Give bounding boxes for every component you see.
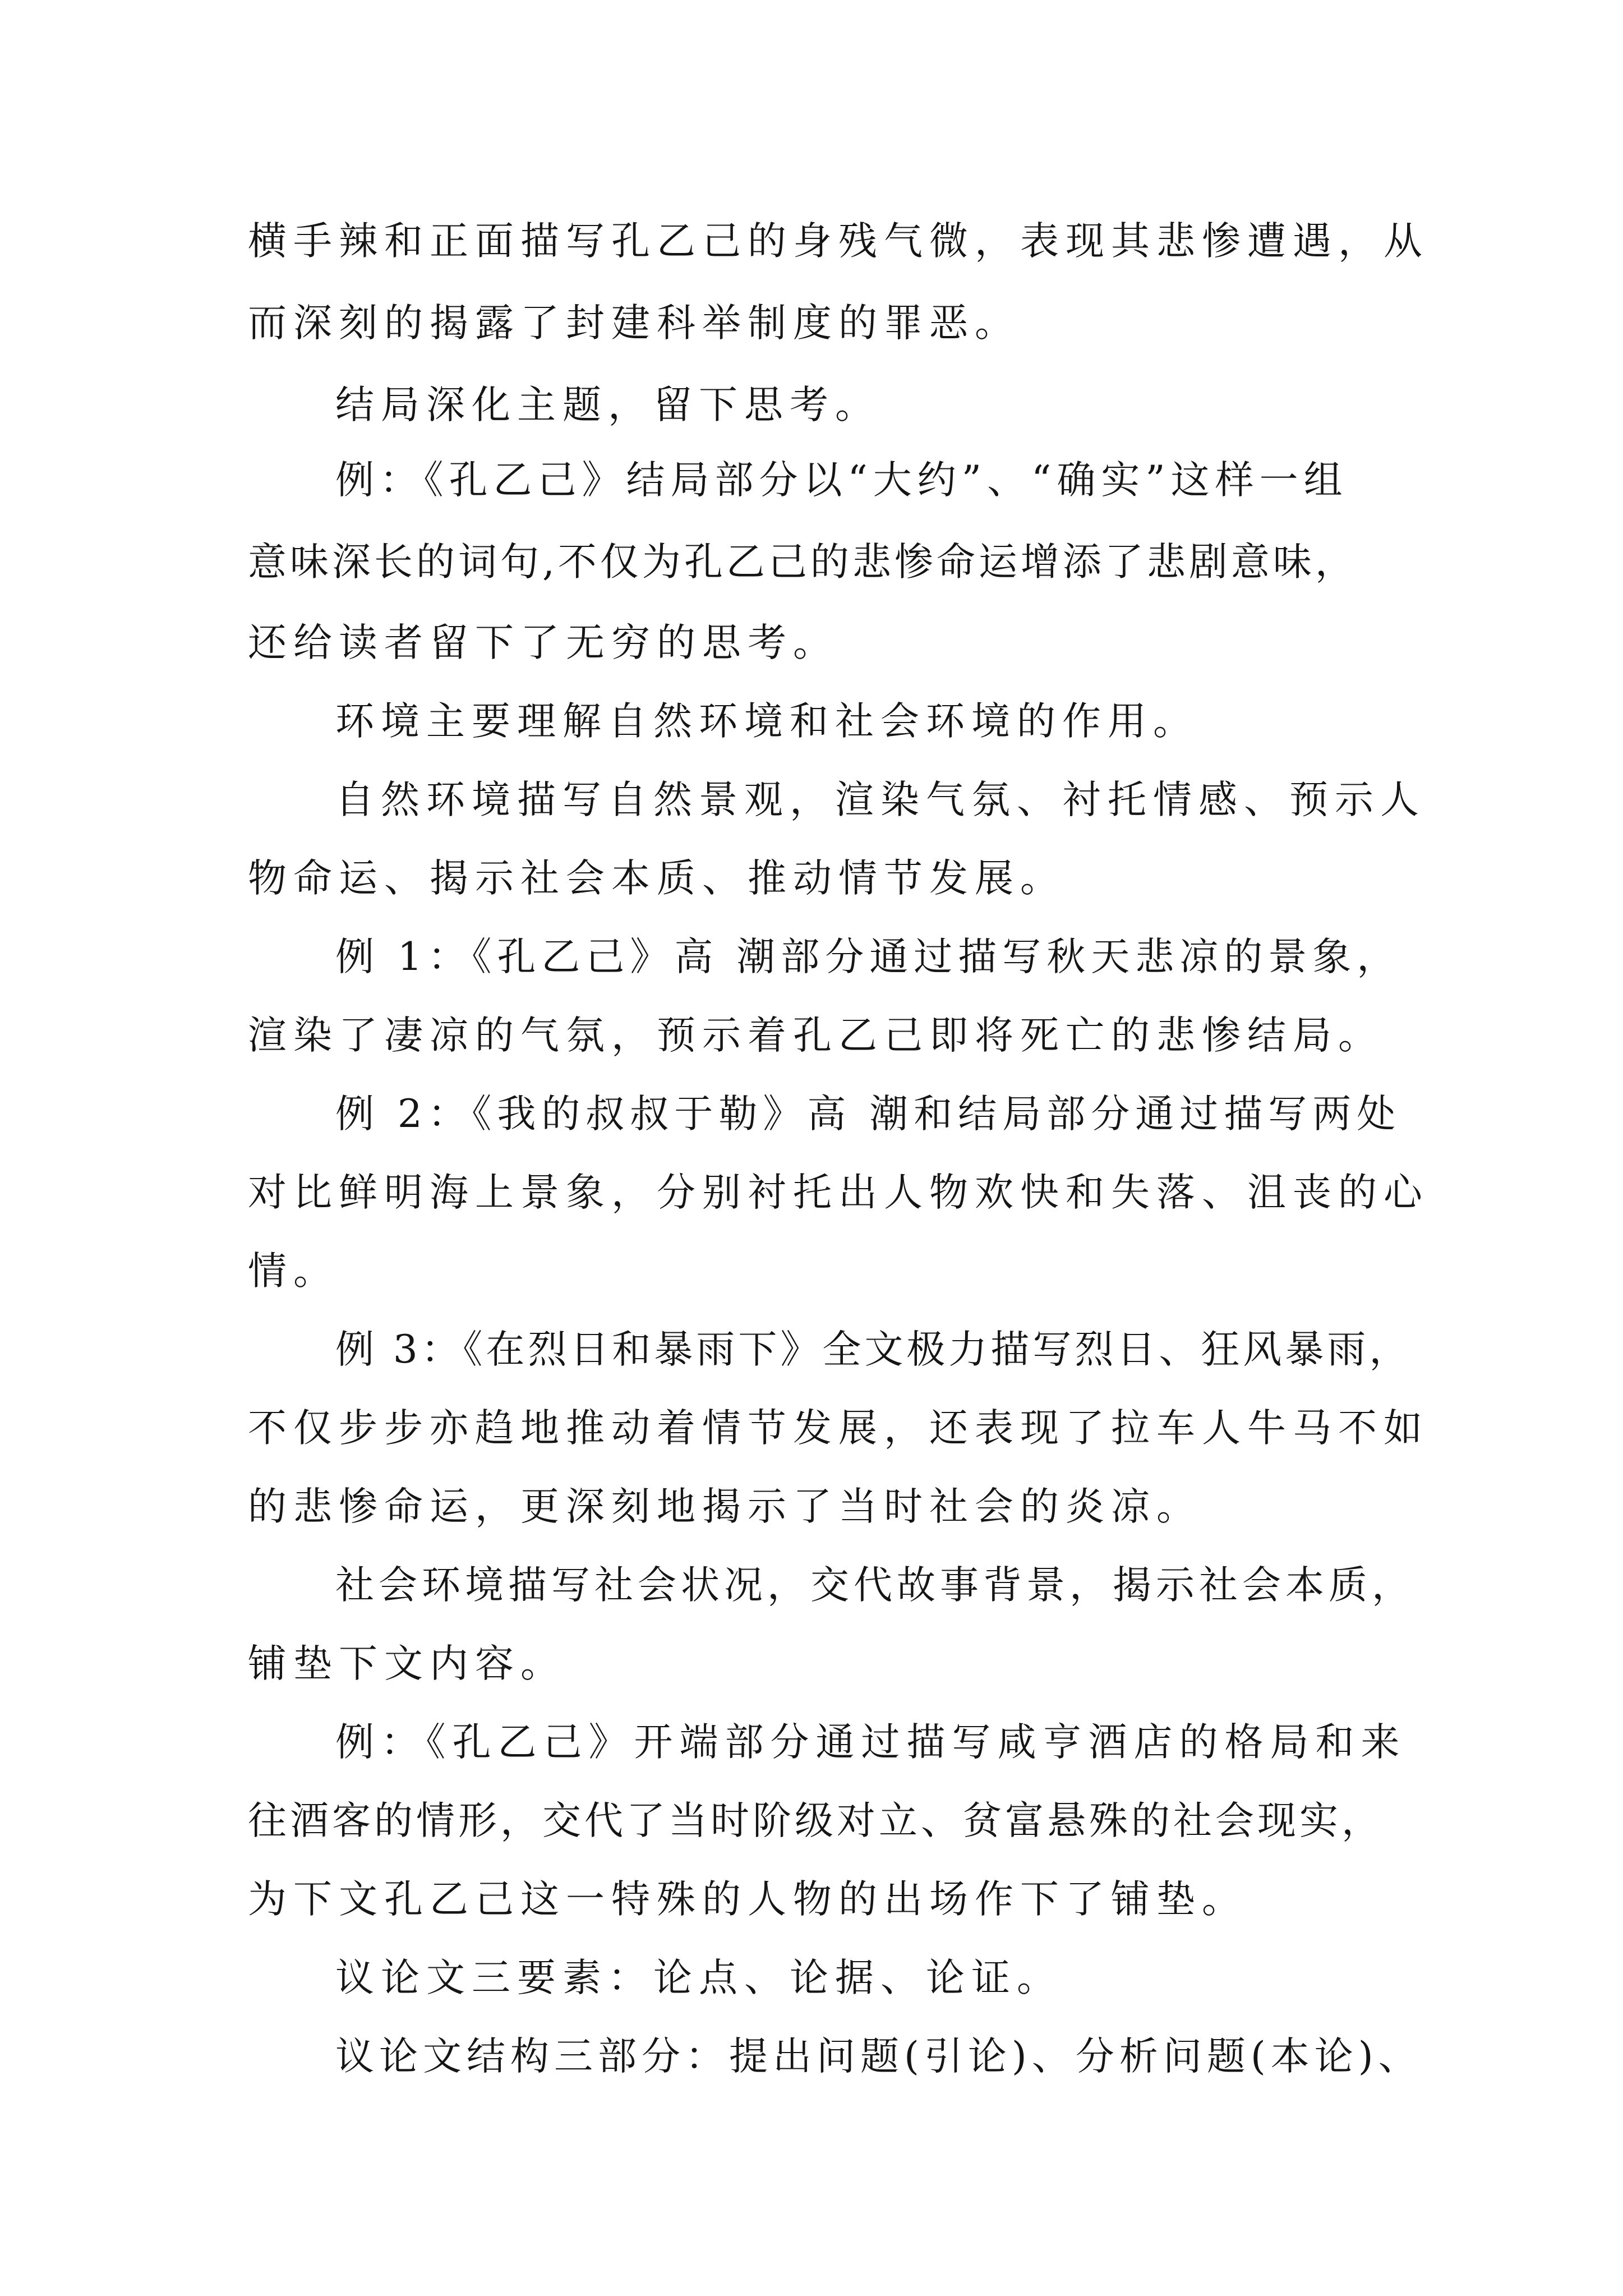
text-line: 的悲惨命运，更深刻地揭示了当时社会的炎凉。 bbox=[248, 1484, 1202, 1529]
text-line: 对比鲜明海上景象，分别衬托出人物欢快和失落、沮丧的心 bbox=[248, 1170, 1429, 1215]
text-line: 渲染了凄凉的气氛，预示着孔乙己即将死亡的悲惨结局。 bbox=[248, 1013, 1384, 1058]
paragraph-heading: 环境主要理解自然环境和社会环境的作用。 bbox=[335, 699, 1198, 744]
text-line: 社会环境描写社会状况，交代故事背景，揭示社会本质， bbox=[335, 1563, 1415, 1608]
text-line: 意味深长的词句,不仅为孔乙己的悲惨命运增添了悲剧意味， bbox=[248, 540, 1357, 585]
text-line: 还给读者留下了无穷的思考。 bbox=[248, 620, 838, 665]
text-line: 而深刻的揭露了封建科举制度的罪恶。 bbox=[248, 301, 1020, 346]
text-line: 例：《孔乙己》开端部分通过描写咸亨酒店的格局和来 bbox=[335, 1720, 1407, 1765]
text-line: 例 3：《在烈日和暴雨下》全文极力描写烈日、狂风暴雨， bbox=[335, 1327, 1412, 1372]
text-line: 为下文孔乙己这一特殊的人物的出场作下了铺垫。 bbox=[248, 1877, 1247, 1922]
text-line: 自然环境描写自然景观，渲染气氛、衬托情感、预示人 bbox=[335, 777, 1426, 822]
text-line: 物命运、揭示社会本质、推动情节发展。 bbox=[248, 856, 1066, 901]
text-line: 铺垫下文内容。 bbox=[248, 1641, 566, 1686]
paragraph-heading: 结局深化主题，留下思考。 bbox=[335, 383, 880, 427]
text-line: 不仅步步亦趋地推动着情节发展，还表现了拉车人牛马不如 bbox=[248, 1406, 1429, 1451]
paragraph-heading: 议论文三要素：论点、论据、论证。 bbox=[335, 1955, 1062, 2000]
text-line: 议论文结构三部分：提出问题(引论)、分析问题(本论)、 bbox=[335, 2034, 1422, 2079]
text-line: 情。 bbox=[248, 1249, 339, 1294]
text-line: 横手辣和正面描写孔乙己的身残气微，表现其悲惨遭遇，从 bbox=[248, 219, 1429, 264]
text-line: 例：《孔乙己》结局部分以“大约”、“确实”这样一组 bbox=[335, 458, 1348, 503]
text-line: 往酒客的情形，交代了当时阶级对立、贫富悬殊的社会现实， bbox=[248, 1798, 1384, 1843]
text-line: 例 1：《孔乙己》高 潮部分通过描写秋天悲凉的景象， bbox=[335, 935, 1401, 979]
text-line: 例 2：《我的叔叔于勒》高 潮和结局部分通过描写两处 bbox=[335, 1092, 1401, 1137]
